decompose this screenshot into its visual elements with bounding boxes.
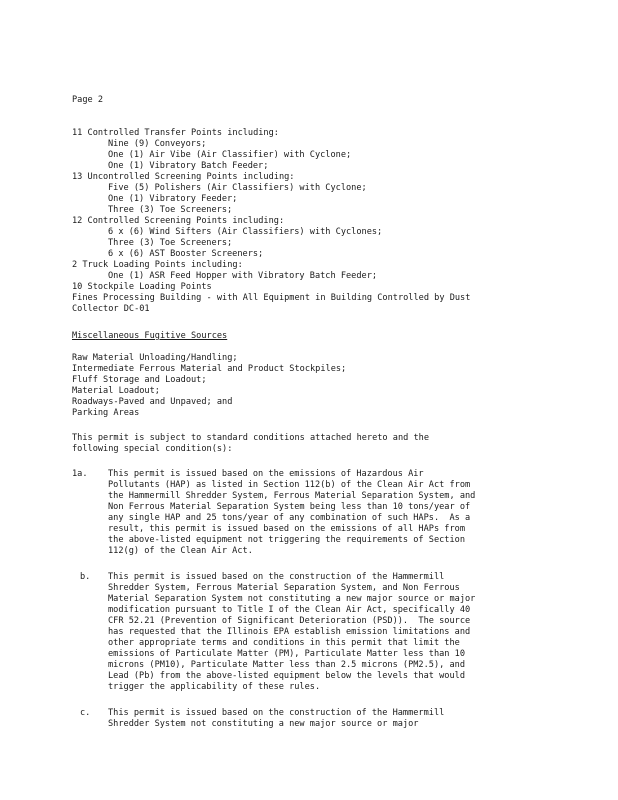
page-number: Page 2 (72, 95, 104, 105)
condition-text: result, this permit is issued based on the emissions of all HAPs from (108, 524, 465, 534)
condition-label: b. (80, 572, 91, 582)
condition-text: CFR 52.21 (Prevention of Significant Deterioration (PSD)). The source (108, 616, 471, 626)
condition-text: the above-listed equipment not triggering the requirements of Section (108, 535, 465, 545)
list-item: Material Loadout; (72, 386, 160, 396)
condition-text: Non Ferrous Material Separation System being less than 10 tons/year of (108, 502, 471, 512)
condition-text: Shredder System not constituting a new major source or major (108, 719, 419, 729)
list-item: 10 Stockpile Loading Points (72, 282, 212, 292)
condition-text: This permit is issued based on the construction of the Hammermill (108, 572, 445, 582)
list-item: Roadways-Paved and Unpaved; and (72, 397, 233, 407)
list-item: 6 x (6) Wind Sifters (Air Classifiers) with Cyclones; (108, 227, 383, 237)
condition-label: c. (80, 708, 91, 718)
list-item: Five (5) Polishers (Air Classifiers) with Cyclone; (108, 183, 367, 193)
condition-text: the Hammermill Shredder System, Ferrous Material Separation System, and (108, 491, 476, 501)
list-item: Raw Material Unloading/Handling; (72, 353, 238, 363)
condition-label: 1a. (72, 469, 88, 479)
list-item: Intermediate Ferrous Material and Product Stockpiles; (72, 364, 347, 374)
list-item: Nine (9) Conveyors; (108, 139, 207, 149)
condition-text: emissions of Particulate Matter (PM), Particulate Matter less than 10 (108, 649, 465, 659)
intro-text: This permit is subject to standard conditions attached hereto and the (72, 433, 429, 443)
condition-text: 112(g) of the Clean Air Act. (108, 546, 253, 556)
list-item: Collector DC-01 (72, 304, 150, 314)
list-item: Three (3) Toe Screeners; (108, 205, 233, 215)
condition-text: modification pursuant to Title I of the Clean Air Act, specifically 40 (108, 605, 471, 615)
list-item: 6 x (6) AST Booster Screeners; (108, 249, 264, 259)
condition-text: microns (PM10), Particulate Matter less than 2.5 microns (PM2.5), and (108, 660, 465, 670)
list-item: One (1) ASR Feed Hopper with Vibratory Batch Feeder; (108, 271, 378, 281)
condition-text: any single HAP and 25 tons/year of any combination of such HAPs. As a (108, 513, 471, 523)
list-item: 13 Uncontrolled Screening Points including: (72, 172, 295, 182)
condition-text: Material Separation System not constituting a new major source or major (108, 594, 476, 604)
condition-text: This permit is issued based on the construction of the Hammermill (108, 708, 445, 718)
list-item: 12 Controlled Screening Points including: (72, 216, 285, 226)
section-heading: Miscellaneous Fugitive Sources (72, 331, 228, 341)
condition-text: This permit is issued based on the emissions of Hazardous Air (108, 469, 424, 479)
list-item: Fines Processing Building - with All Equipment in Building Controlled by Dust (72, 293, 471, 303)
condition-text: has requested that the Illinois EPA establish emission limitations and (108, 627, 471, 637)
condition-text: Shredder System, Ferrous Material Separation System, and Non Ferrous (108, 583, 460, 593)
condition-text: Lead (Pb) from the above-listed equipment below the levels that would (108, 671, 465, 681)
condition-text: Pollutants (HAP) as listed in Section 112(b) of the Clean Air Act from (108, 480, 471, 490)
list-item: One (1) Air Vibe (Air Classifier) with Cyclone; (108, 150, 352, 160)
list-item: One (1) Vibratory Feeder; (108, 194, 238, 204)
list-item: Fluff Storage and Loadout; (72, 375, 207, 385)
list-item: 11 Controlled Transfer Points including: (72, 128, 279, 138)
condition-text: other appropriate terms and conditions in this permit that limit the (108, 638, 460, 648)
list-item: 2 Truck Loading Points including: (72, 260, 243, 270)
intro-text: following special condition(s): (72, 444, 233, 454)
list-item: Parking Areas (72, 408, 140, 418)
list-item: Three (3) Toe Screeners; (108, 238, 233, 248)
condition-text: trigger the applicability of these rules. (108, 682, 321, 692)
list-item: One (1) Vibratory Batch Feeder; (108, 161, 269, 171)
